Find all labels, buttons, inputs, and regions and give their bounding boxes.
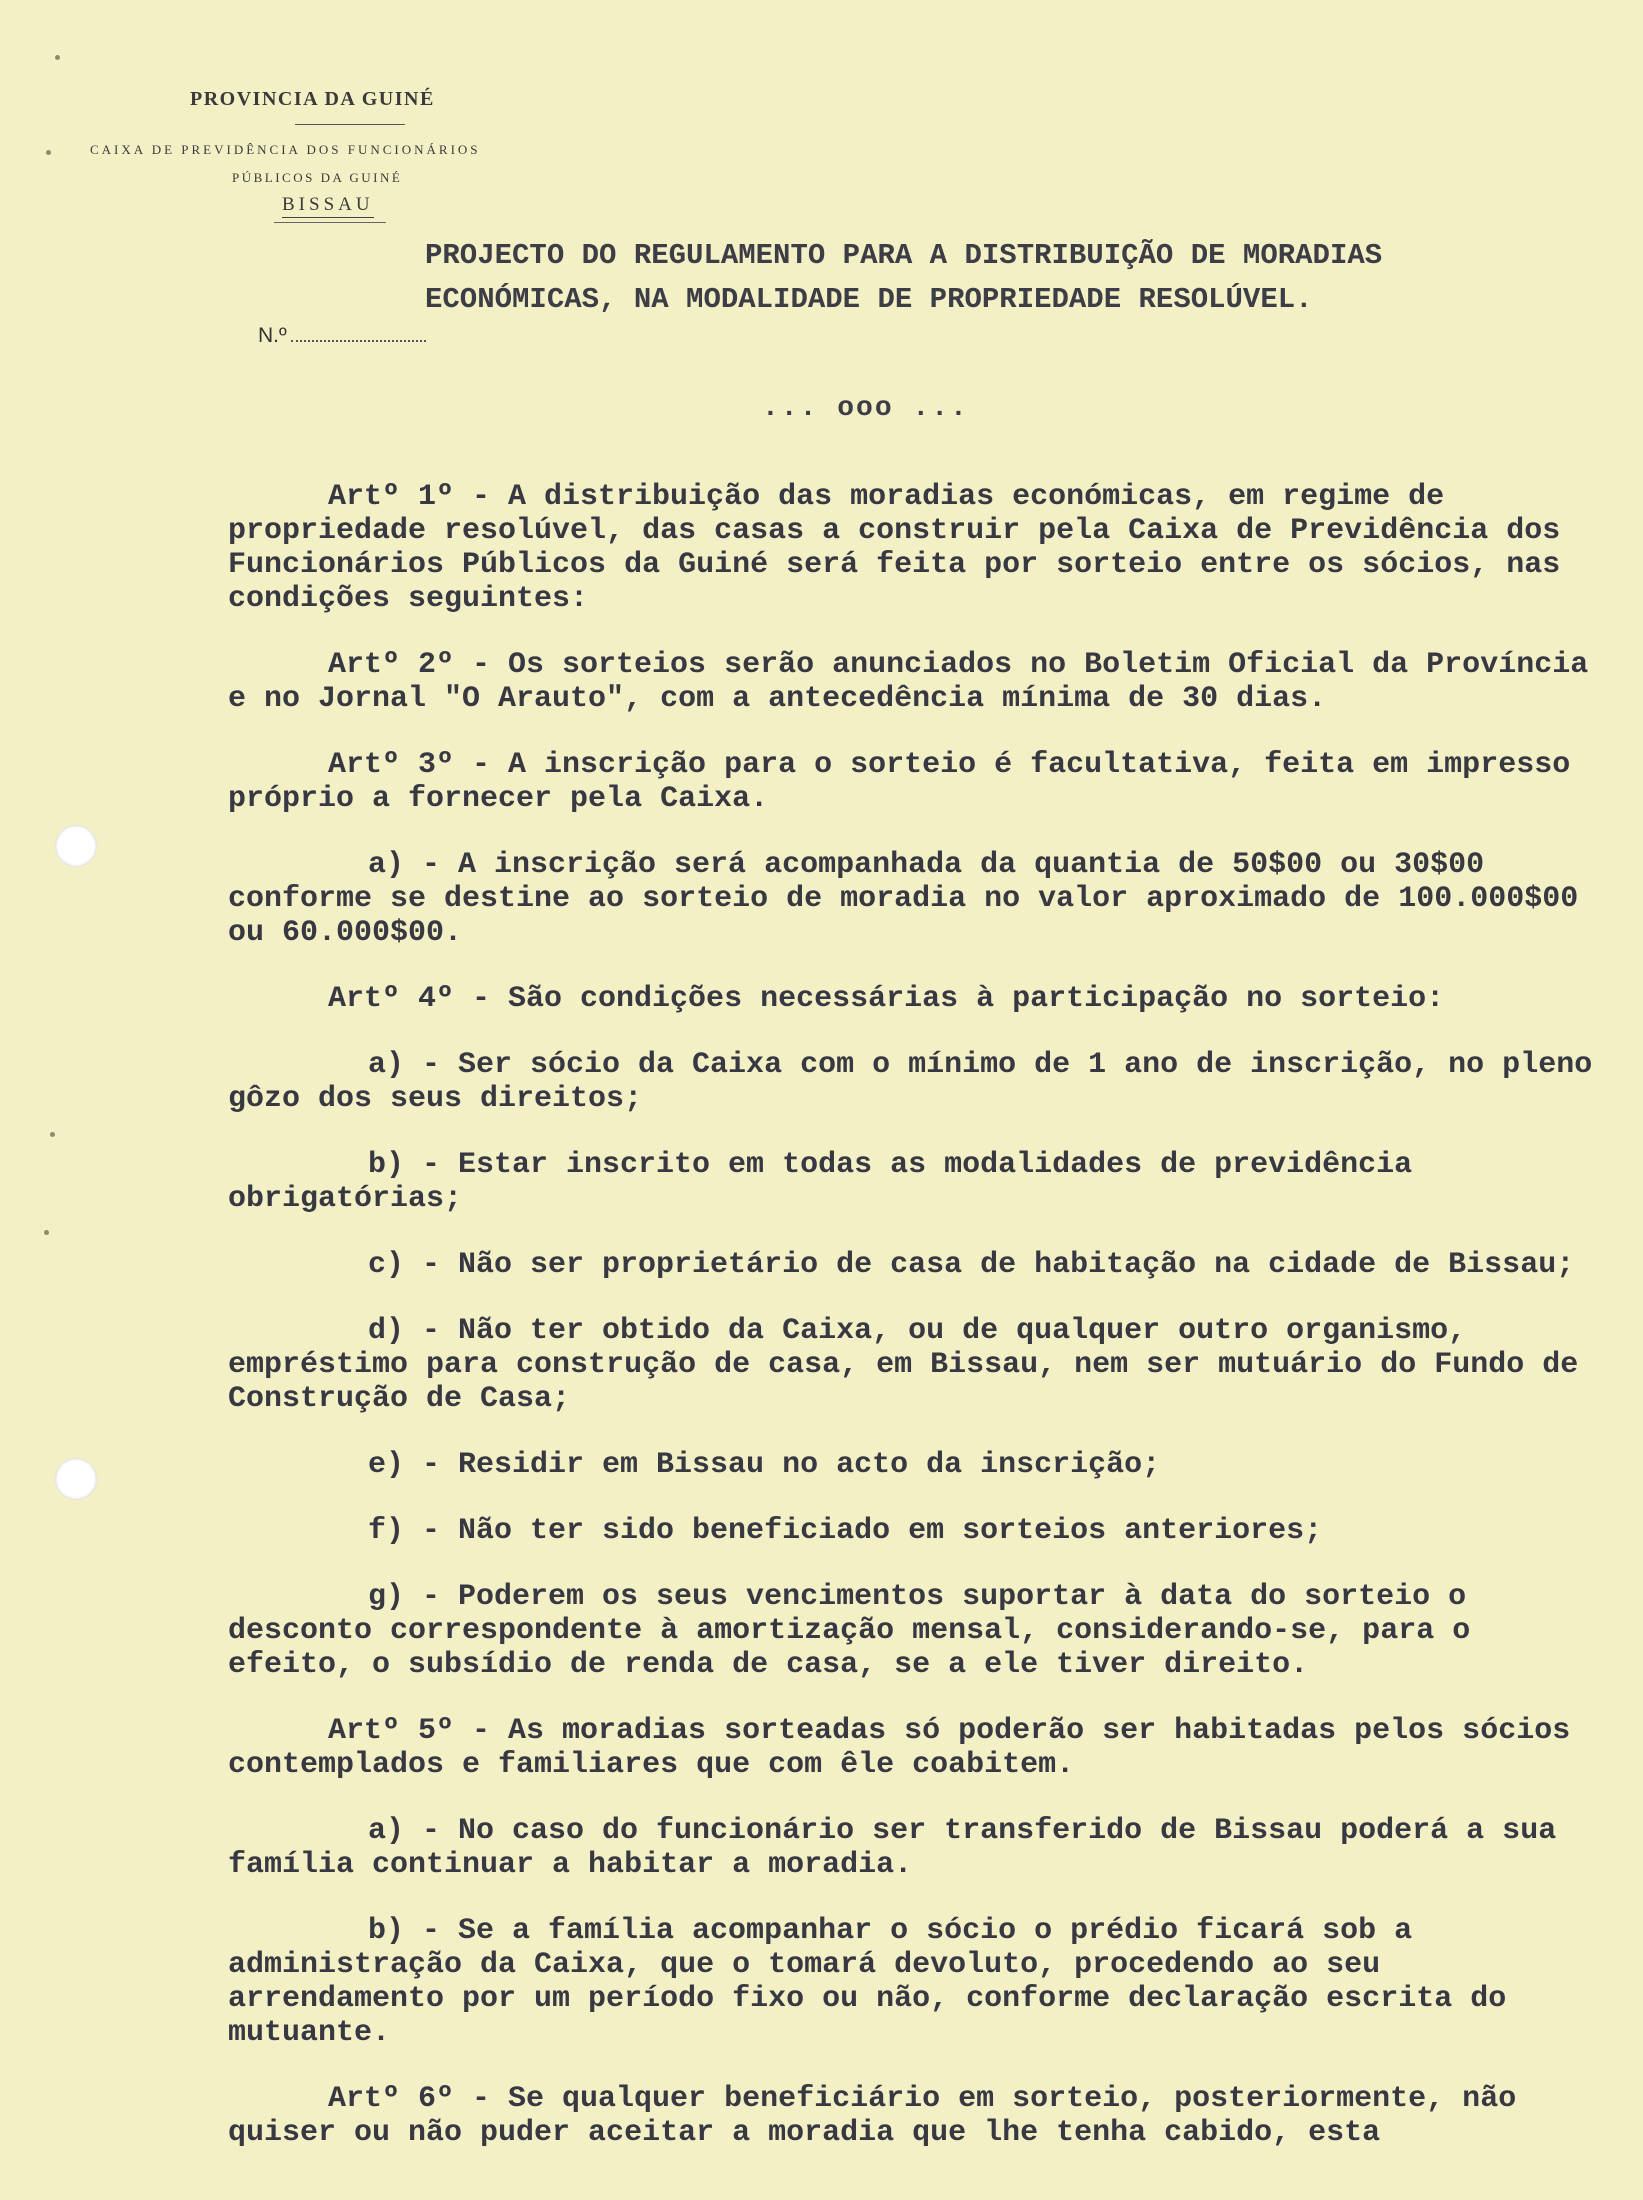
paper-mark [46, 150, 51, 155]
paper-mark [55, 55, 60, 60]
letterhead-rule [295, 124, 405, 125]
letterhead-city: BISSAU [282, 194, 374, 218]
document-number-blank [291, 322, 426, 342]
document-number-field [258, 322, 426, 348]
article-5-clause-b: b) - Se a família acompanhar o sócio o prédio ficará sob a administração da Caixa, que o tomará devoluto, procedendo ao seu arrendamento por um período fixo ou não, conforme declaração escrita do mutuante. [228, 1914, 1525, 2050]
article-1: Artº 1º - A distribuição das moradias económicas, em regime de propriedade resolúvel, das casas a construir pela Caixa de Previdência dos Funcionários Públicos da Guiné será feita por sorteio entre os sócios, nas condições seguintes: [228, 480, 1579, 616]
article-3-clause-a: a) - A inscrição será acompanhada da quantia de 50$00 ou 30$00 conforme se destine ao sorteio de moradia no valor aproximado de 100.000$00 ou 60.000$00. [228, 848, 1597, 950]
letterhead-publicos: PÚBLICOS DA GUINÉ [232, 170, 403, 185]
punch-hole-top [55, 825, 97, 867]
document-title: PROJECTO DO REGULAMENTO PARA A DISTRIBUIÇÃO DE MORADIAS ECONÓMICAS, NA MODALIDADE DE PROPRIEDADE RESOLÚVEL. [425, 239, 1383, 316]
article-5: Artº 5º - As moradias sorteadas só poderão ser habitadas pelos sócios contemplados e familiares que com êle coabitem. [228, 1714, 1589, 1782]
article-4-clause-g: g) - Poderem os seus vencimentos suportar à data do sorteio o desconto correspondente à amortização mensal, considerando-se, para o efeito, o subsídio de renda de casa, se a ele tiver direito. [228, 1580, 1489, 1682]
article-4-clause-a: a) - Ser sócio da Caixa com o mínimo de 1 ano de inscrição, no pleno gôzo dos seus direitos; [228, 1048, 1611, 1116]
article-5-clause-a: a) - No caso do funcionário ser transferido de Bissau poderá a sua família continuar a habitar a moradia. [228, 1814, 1575, 1882]
paper-mark [50, 1132, 55, 1137]
letterhead-province: PROVINCIA DA GUINÉ [190, 88, 435, 110]
letterhead-rule [274, 222, 386, 223]
article-4-clause-f: f) - Não ter sido beneficiado em sorteios anteriores; [368, 1514, 1323, 1548]
punch-hole-bottom [55, 1458, 97, 1500]
paper-mark [44, 1230, 49, 1235]
letterhead-caixa: CAIXA DE PREVIDÊNCIA DOS FUNCIONÁRIOS [90, 142, 481, 157]
article-6: Artº 6º - Se qualquer beneficiário em sorteio, posteriormente, não quiser ou não puder aceitar a moradia que lhe tenha cabido, esta [228, 2082, 1535, 2150]
article-4-clause-e: e) - Residir em Bissau no acto da inscrição; [368, 1448, 1161, 1482]
document-number-label: N.º [258, 324, 287, 347]
document-body [228, 480, 1611, 2182]
article-2: Artº 2º - Os sorteios serão anunciados no Boletim Oficial da Província e no Jornal "O Arauto", com a antecedência mínima de 30 dias. [228, 648, 1607, 716]
article-4: Artº 4º - São condições necessárias à participação no sorteio: [328, 982, 1445, 1016]
section-divider: ... ooo ... [762, 393, 969, 424]
article-4-clause-c: c) - Não ser proprietário de casa de habitação na cidade de Bissau; [368, 1248, 1575, 1282]
article-3: Artº 3º - A inscrição para o sorteio é facultativa, feita em impresso próprio a fornecer pela Caixa. [228, 748, 1589, 816]
article-4-clause-b: b) - Estar inscrito em todas as modalidades de previdência obrigatórias; [228, 1148, 1431, 1216]
article-4-clause-d: d) - Não ter obtido da Caixa, ou de qualquer outro organismo, empréstimo para construção de casa, em Bissau, nem ser mutuário do Fundo de Construção de Casa; [228, 1314, 1597, 1416]
